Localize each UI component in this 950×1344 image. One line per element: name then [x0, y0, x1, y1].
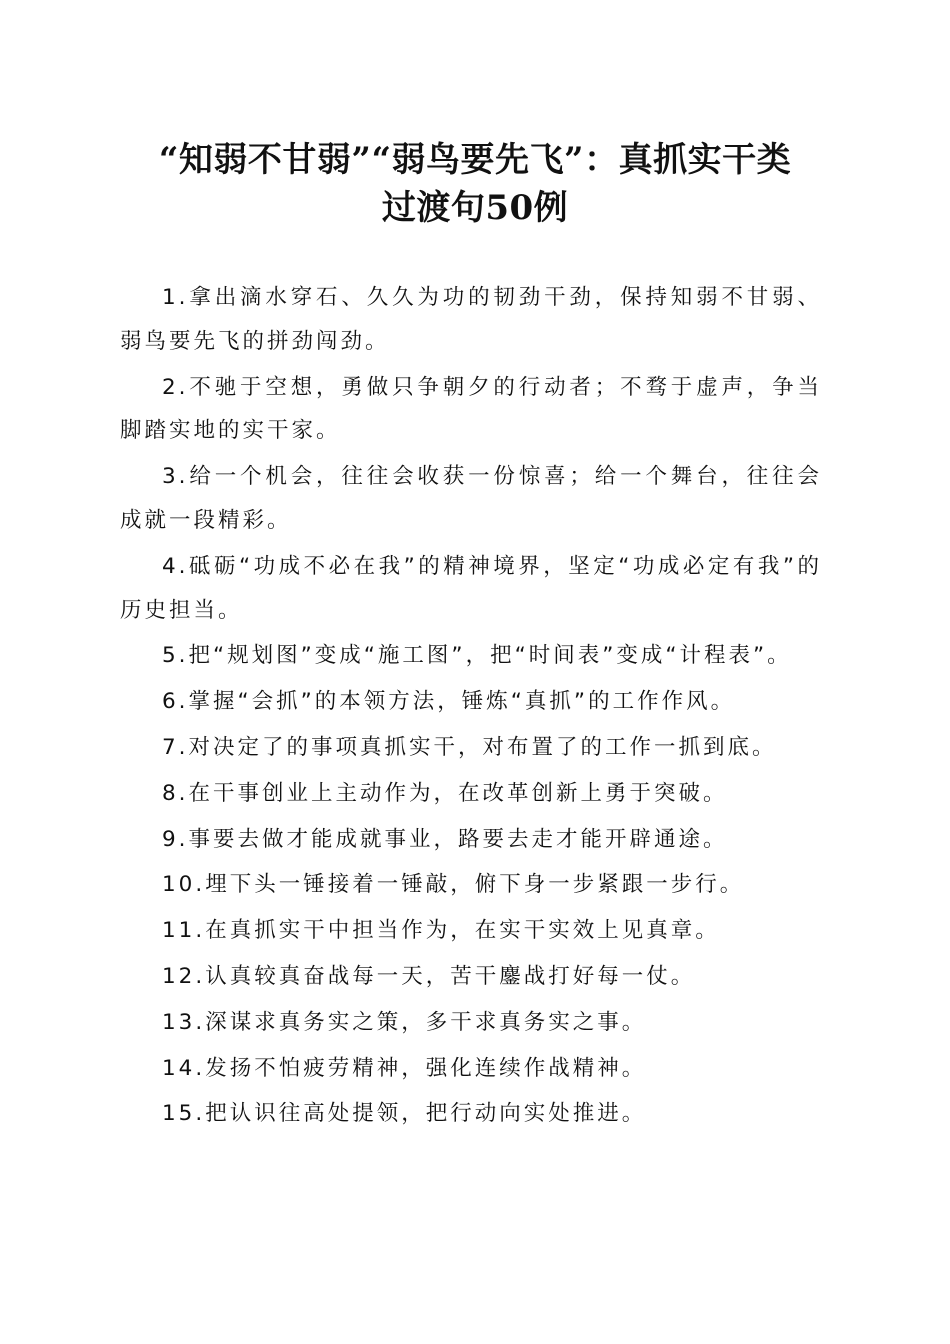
list-item-10: 10.埋下头一锤接着一锤敲，俯下身一步紧跟一步行。 — [162, 872, 745, 898]
list-item-11: 11.在真抓实干中担当作为，在实干实效上见真章。 — [162, 918, 720, 944]
list-item-3: 3.给一个机会，往往会收获一份惊喜；给一个舞台，往往会成就一段精彩。 — [120, 464, 822, 533]
list-item-4: 4.砥砺“功成不必在我”的精神境界，坚定“功成必定有我”的历史担当。 — [120, 553, 822, 623]
title-line-2: 过渡句50例 — [381, 188, 569, 228]
document-title — [100, 136, 850, 232]
title-line-1: “知弱不甘弱”“弱鸟要先飞”：真抓实干类 — [158, 140, 792, 180]
list-item-2: 2.不驰于空想，勇做只争朝夕的行动者；不骛于虚声，争当脚踏实地的实干家。 — [120, 374, 822, 444]
list-item-7: 7.对决定了的事项真抓实干，对布置了的工作一抓到底。 — [162, 734, 777, 760]
sentence-list — [120, 276, 822, 1138]
list-item-12: 12.认真较真奋战每一天，苦干鏖战打好每一仗。 — [162, 963, 696, 989]
list-item-14: 14.发扬不怕疲劳精神，强化连续作战精神。 — [162, 1055, 647, 1081]
list-item-1: 1.拿出滴水穿石、久久为功的韧劲干劲，保持知弱不甘弱、弱鸟要先飞的拼劲闯劲。 — [120, 285, 822, 354]
list-item-8: 8.在干事创业上主动作为，在改革创新上勇于突破。 — [162, 780, 728, 806]
list-item-6: 6.掌握“会抓”的本领方法，锤炼“真抓”的工作作风。 — [162, 689, 736, 715]
list-item-15: 15.把认识往高处提领，把行动向实处推进。 — [162, 1101, 647, 1127]
list-item-5: 5.把“规划图”变成“施工图”，把“时间表”变成“计程表”。 — [162, 643, 792, 669]
list-item-9: 9.事要去做才能成就事业，路要去走才能开辟通途。 — [162, 826, 728, 852]
list-item-13: 13.深谋求真务实之策，多干求真务实之事。 — [162, 1009, 647, 1035]
